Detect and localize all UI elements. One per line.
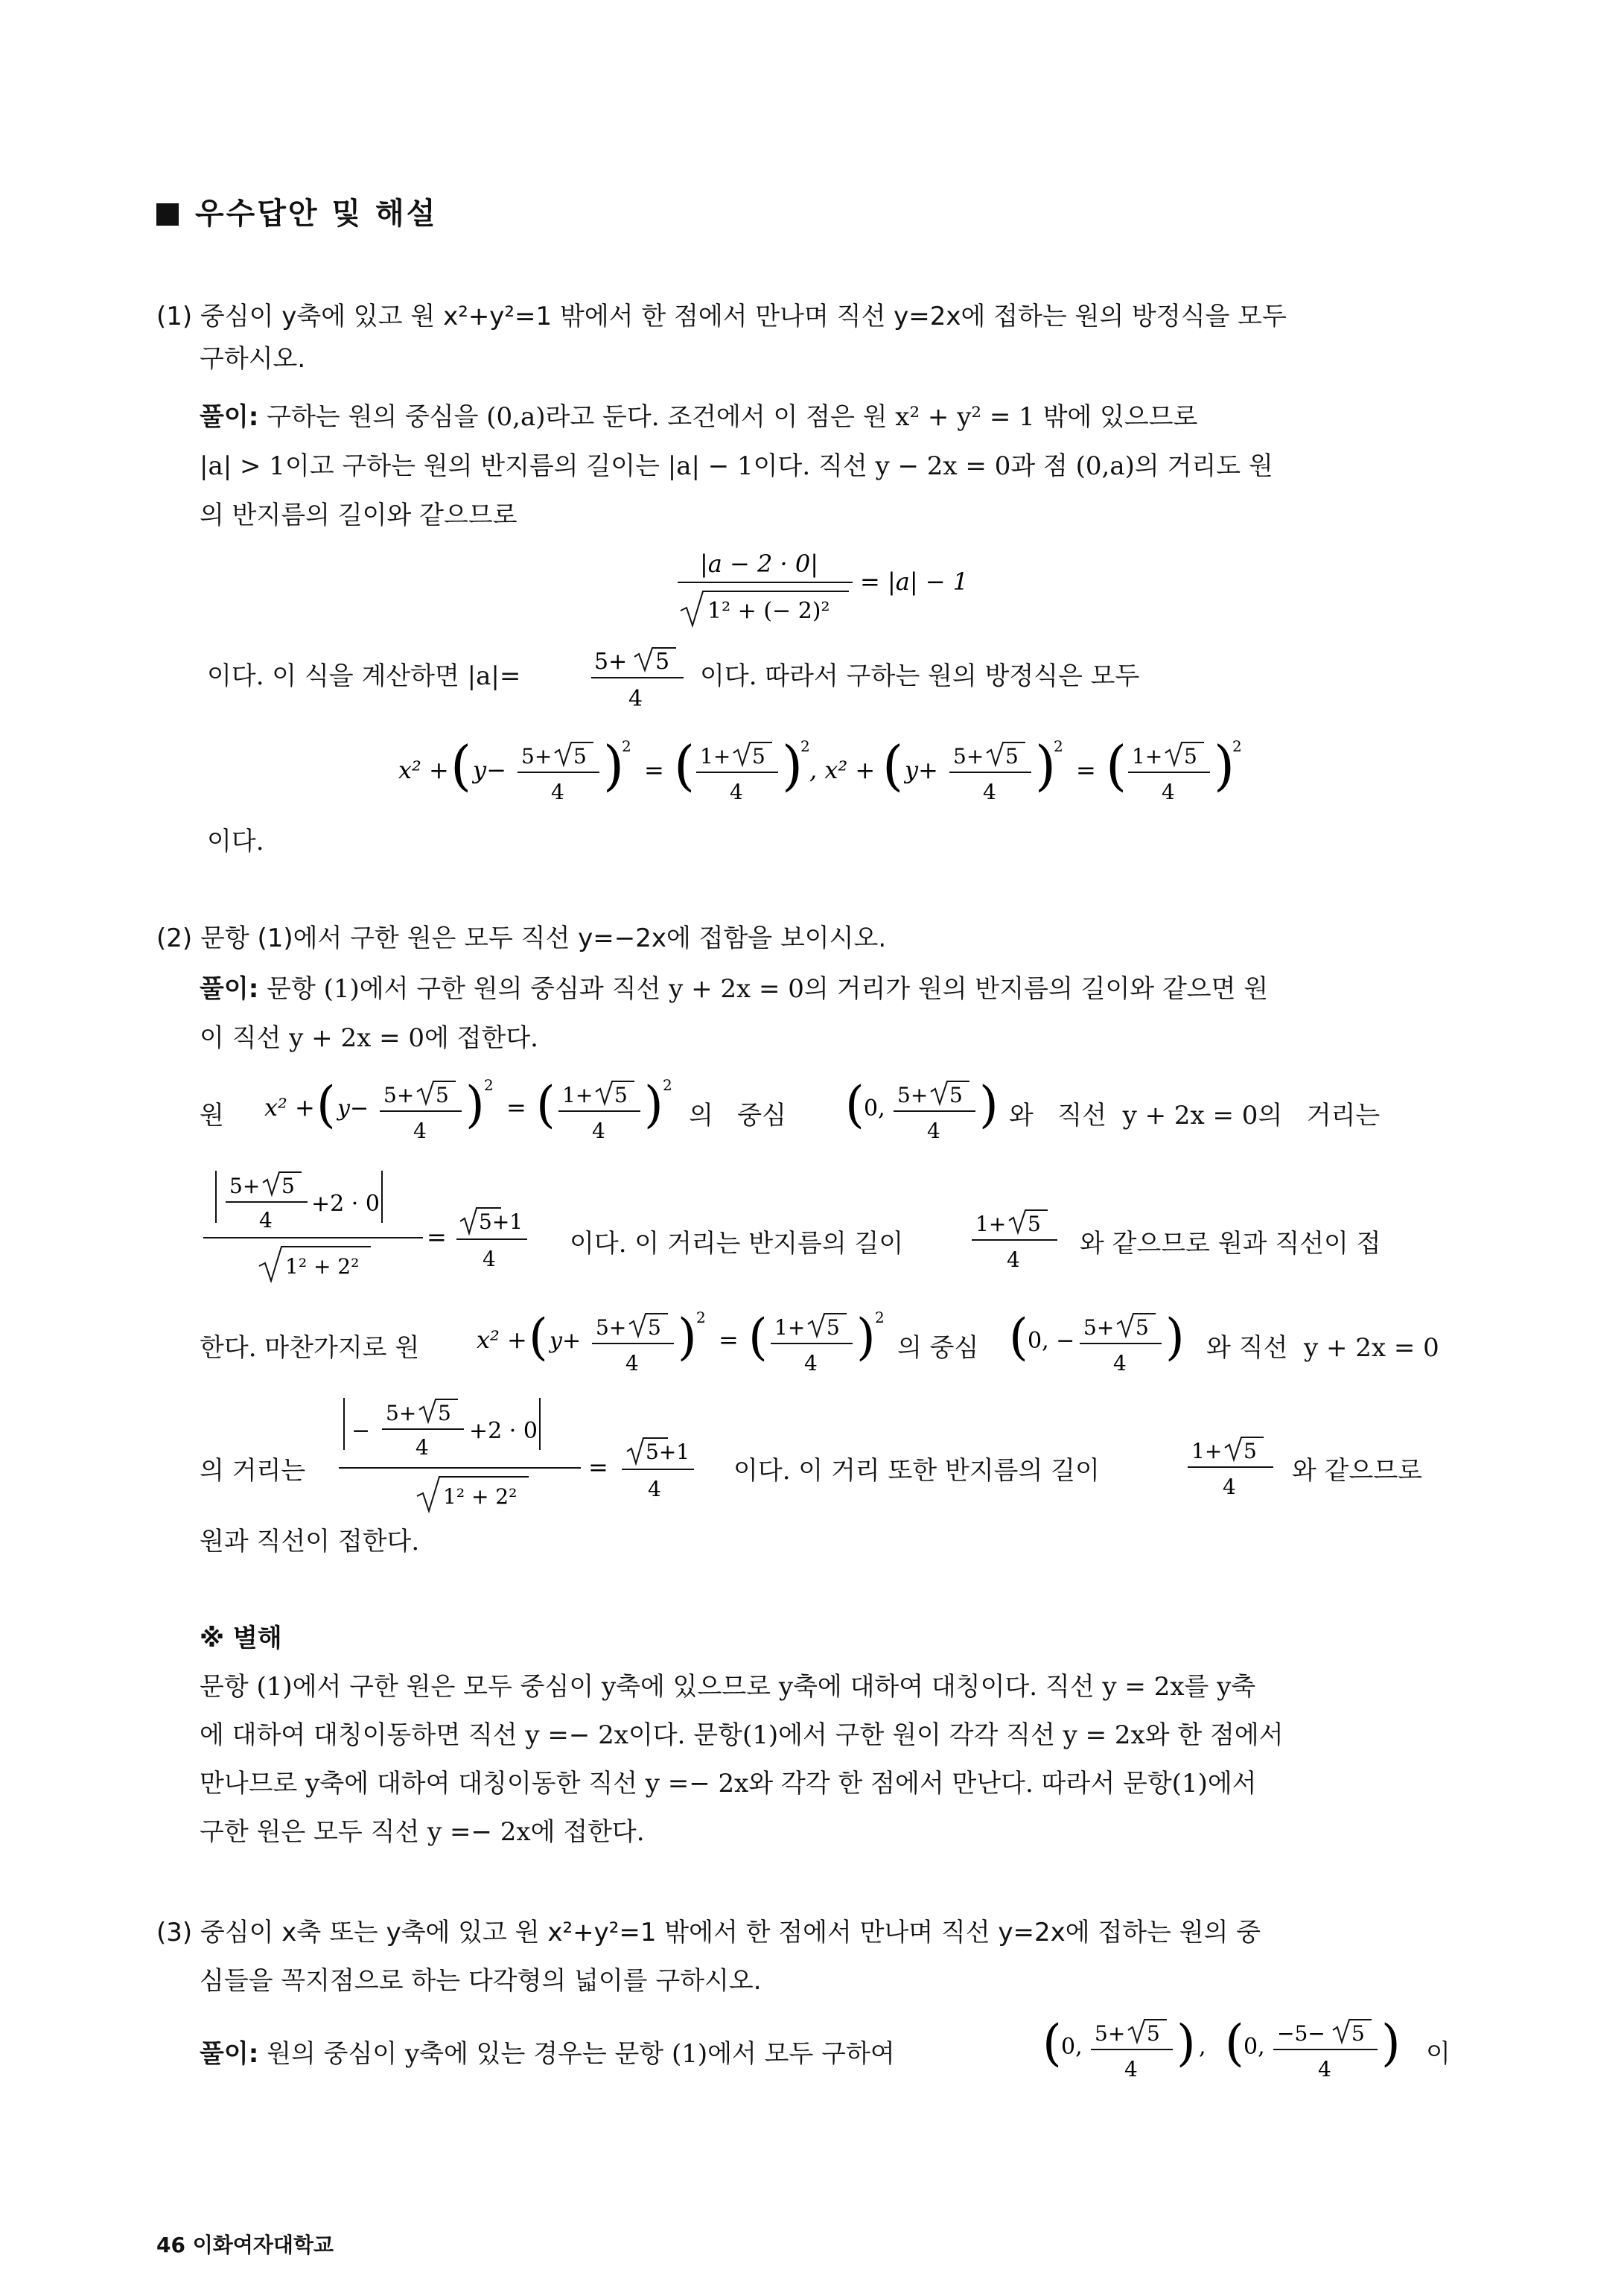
svg-text:5: 5: [1184, 744, 1197, 769]
page-footer: 46 이화여자대학교: [156, 2233, 334, 2257]
svg-text:5: 5: [949, 1083, 963, 1107]
svg-text:5+1: 5+1: [479, 1209, 523, 1234]
q2-solution-line6b: 이다. 이 거리 또한 반지름의 길이: [733, 1456, 1100, 1486]
q2-solution-line2: 이 직선 y + 2x = 0에 접한다.: [200, 1023, 538, 1053]
svg-text:): ): [979, 1076, 999, 1133]
svg-text:5: 5: [648, 1315, 661, 1340]
svg-text:5+: 5+: [953, 744, 984, 769]
svg-text:+2 · 0: +2 · 0: [311, 1191, 380, 1217]
q1-a-value-fraction: [588, 640, 700, 715]
svg-text:5+: 5+: [596, 1315, 627, 1340]
q1-solution-line4a: 이다. 이 식을 계산하면 |a|=: [207, 661, 521, 691]
q2-solution-line3a: 원: [200, 1101, 224, 1130]
q2-circle-equation-1: [264, 1072, 689, 1154]
q1-solution-line3: 의 반지름의 길이와 같으므로: [200, 500, 518, 530]
svg-text:5: 5: [1136, 1315, 1149, 1340]
solution-label: 풀이:: [200, 974, 259, 1004]
svg-text:=: =: [506, 1093, 526, 1122]
svg-text:5: 5: [655, 649, 670, 675]
q2-solution-line5c: 와 직선 y + 2x = 0: [1206, 1333, 1439, 1363]
svg-text:(: (: [674, 734, 695, 797]
svg-text:y−: y−: [337, 1095, 369, 1122]
svg-text:4: 4: [730, 780, 743, 804]
svg-text:): ): [1214, 734, 1235, 797]
svg-text:4: 4: [628, 686, 643, 712]
q1-circle-equations: [398, 726, 1292, 823]
svg-text:5: 5: [1147, 2021, 1160, 2046]
svg-text:1+: 1+: [1191, 1439, 1223, 1463]
alternative-line2: 에 대하여 대칭이동하면 직선 y =− 2x이다. 문항(1)에서 구한 원이 각각 직선 y = 2x와 한 점에서: [200, 1720, 1284, 1750]
svg-text:): ): [1381, 2014, 1401, 2072]
svg-text:): ): [678, 1308, 697, 1366]
svg-text:2: 2: [663, 1076, 672, 1094]
svg-text:,: ,: [1199, 2034, 1206, 2060]
svg-text:): ): [1035, 734, 1057, 797]
q1-solution-line4b: 이다. 따라서 구하는 원의 방정식은 모두: [700, 661, 1140, 691]
svg-text:): ): [603, 734, 625, 797]
svg-text:=: =: [588, 1453, 608, 1481]
svg-text:5: 5: [1005, 744, 1019, 769]
svg-text:0, −: 0, −: [1028, 1328, 1075, 1354]
svg-text:1² + 2²: 1² + 2²: [443, 1484, 518, 1509]
svg-text:(: (: [1106, 734, 1127, 797]
svg-text:4: 4: [259, 1208, 273, 1233]
svg-text:0,: 0,: [1061, 2034, 1083, 2060]
svg-text:4: 4: [625, 1351, 639, 1376]
svg-text:5+: 5+: [521, 744, 553, 769]
svg-text:5+: 5+: [229, 1174, 261, 1198]
svg-text:−: −: [351, 1418, 371, 1444]
svg-text:1² + (− 2)²: 1² + (− 2)²: [707, 598, 830, 624]
svg-text:(: (: [845, 1076, 864, 1133]
svg-text:5: 5: [281, 1174, 295, 1198]
alternative-line4: 구한 원은 모두 직선 y =− 2x에 접한다.: [200, 1817, 645, 1847]
svg-text:4: 4: [592, 1119, 605, 1143]
q2-radius-fraction-1: [968, 1195, 1080, 1277]
svg-text:5+: 5+: [386, 1401, 417, 1425]
svg-text:2: 2: [800, 737, 810, 755]
q3-center-points: [1042, 2011, 1430, 2093]
svg-text:): ): [782, 734, 803, 797]
svg-text:=: =: [427, 1223, 447, 1251]
q2-radius-fraction-2: [1184, 1422, 1296, 1504]
q2-distance-equation-1: [200, 1162, 572, 1288]
q2-solution-line3b: 의 중심: [689, 1101, 786, 1130]
svg-text:1+: 1+: [774, 1315, 806, 1340]
svg-text:y+: y+: [905, 756, 938, 784]
section-heading: 우수답안 및 해설: [156, 190, 437, 232]
svg-text:5+: 5+: [594, 649, 628, 675]
svg-text:): ): [644, 1076, 663, 1133]
svg-text:5: 5: [614, 1083, 628, 1107]
svg-text:5: 5: [573, 744, 587, 769]
q3-line2: 심들을 꼭지점으로 하는 다각형의 넓이를 구하시오.: [200, 1966, 762, 1996]
svg-text:2: 2: [1232, 737, 1242, 755]
svg-text:4: 4: [1124, 2057, 1138, 2082]
svg-text:4: 4: [983, 780, 996, 804]
q2-center-point-1: [845, 1072, 1013, 1154]
q2-center-point-2: [1009, 1303, 1210, 1385]
q1-solution-line5: 이다.: [207, 827, 264, 856]
q2-solution-line3c: 와 직선 y + 2x = 0의 거리는: [1009, 1101, 1381, 1130]
svg-text:5+: 5+: [897, 1083, 929, 1107]
svg-text:(: (: [1009, 1308, 1028, 1366]
svg-text:x² +: x² +: [398, 756, 449, 784]
svg-text:5+1: 5+1: [646, 1440, 690, 1464]
svg-text:5: 5: [436, 1083, 449, 1107]
svg-text:(: (: [1042, 2014, 1062, 2072]
q1-distance-equation: [670, 544, 983, 633]
svg-text:5: 5: [752, 744, 765, 769]
alternative-line1: 문항 (1)에서 구한 원은 모두 중심이 y축에 있으므로 y축에 대하여 대칭이다. 직선 y = 2x를 y축: [200, 1672, 1256, 1702]
svg-text:x² +: x² +: [264, 1093, 315, 1122]
alternative-solution-label: ※ 별해: [200, 1624, 282, 1653]
svg-text:4: 4: [1007, 1247, 1020, 1272]
solution-label: 풀이:: [200, 402, 259, 432]
svg-text:1+: 1+: [562, 1083, 593, 1107]
svg-text:y−: y−: [473, 756, 506, 784]
svg-text:): ): [1176, 2014, 1196, 2072]
svg-text:5: 5: [438, 1401, 451, 1425]
svg-text:4: 4: [1113, 1351, 1127, 1376]
svg-text:5+: 5+: [1083, 1315, 1115, 1340]
svg-text:y+: y+: [550, 1328, 582, 1354]
svg-text:+2 · 0: +2 · 0: [469, 1418, 538, 1444]
svg-text:2: 2: [875, 1308, 885, 1326]
q2-line1: (2) 문항 (1)에서 구한 원은 모두 직선 y=−2x에 접함을 보이시오.: [156, 923, 887, 953]
svg-text:, x² +: , x² +: [809, 756, 876, 784]
svg-text:4: 4: [1223, 1475, 1236, 1499]
svg-text:4: 4: [415, 1435, 429, 1460]
svg-text:1+: 1+: [700, 744, 731, 769]
svg-text:=: =: [1076, 756, 1096, 784]
svg-text:1+: 1+: [975, 1212, 1007, 1236]
svg-text:5+: 5+: [1095, 2021, 1126, 2046]
q2-solution-line6c: 와 같으므로: [1292, 1456, 1423, 1486]
q1-line1: (1) 중심이 y축에 있고 원 x²+y²=1 밖에서 한 점에서 만나며 직선 y=2x에 접하는 원의 방정식을 모두: [156, 302, 1287, 331]
svg-text:): ): [856, 1308, 876, 1366]
svg-text:(: (: [1225, 2014, 1244, 2072]
q2-solution-line5b: 의 중심: [897, 1333, 979, 1363]
svg-text:0,: 0,: [1244, 2034, 1265, 2060]
svg-text:5: 5: [1351, 2021, 1365, 2046]
q1-solution-line1: 풀이: 구하는 원의 중심을 (0,a)라고 둔다. 조건에서 이 점은 원 x² + y² = 1 밖에 있으므로: [200, 402, 1198, 432]
q3-solution-line1a: 풀이: 원의 중심이 y축에 있는 경우는 문항 (1)에서 모두 구하여: [200, 2039, 895, 2069]
q3-solution-line1b: 이: [1426, 2039, 1451, 2069]
svg-text:1² + 2²: 1² + 2²: [285, 1254, 360, 1279]
q1-solution-line2: |a| > 1이고 구하는 원의 반지름의 길이는 |a| − 1이다. 직선 y − 2x = 0과 점 (0,a)의 거리도 원: [200, 451, 1273, 481]
solution-label: 풀이:: [200, 2039, 259, 2069]
q2-solution-line4b: 와 같으므로 원과 직선이 접: [1080, 1229, 1381, 1259]
svg-text:): ): [1165, 1308, 1185, 1366]
svg-text:2: 2: [484, 1076, 494, 1094]
svg-text:5: 5: [827, 1315, 840, 1340]
svg-text:5+: 5+: [383, 1083, 415, 1107]
svg-text:2: 2: [1054, 737, 1063, 755]
q2-circle-equation-2: [477, 1303, 901, 1385]
svg-text:1+: 1+: [1132, 744, 1163, 769]
svg-text:= |a| − 1: = |a| − 1: [860, 567, 969, 596]
svg-text:|a − 2 · 0|: |a − 2 · 0|: [700, 550, 819, 578]
svg-text:x² +: x² +: [477, 1326, 527, 1354]
svg-text:=: =: [719, 1326, 739, 1354]
svg-text:4: 4: [804, 1351, 818, 1376]
svg-text:(: (: [316, 1076, 336, 1133]
svg-text:4: 4: [1162, 780, 1175, 804]
svg-text:4: 4: [648, 1477, 661, 1501]
svg-text:(: (: [882, 734, 904, 797]
q3-line1: (3) 중심이 x축 또는 y축에 있고 원 x²+y²=1 밖에서 한 점에서 만나며 직선 y=2x에 접하는 원의 중: [156, 1918, 1261, 1947]
svg-text:4: 4: [413, 1119, 427, 1143]
svg-text:2: 2: [622, 737, 631, 755]
alternative-line3: 만나므로 y축에 대하여 대칭이동한 직선 y =− 2x와 각각 한 점에서 만난다. 따라서 문항(1)에서: [200, 1769, 1257, 1799]
q2-solution-line5a: 한다. 마찬가지로 원: [200, 1333, 420, 1363]
q2-solution-line4a: 이다. 이 거리는 반지름의 길이: [570, 1229, 904, 1259]
svg-text:−5−: −5−: [1277, 2021, 1325, 2046]
q2-solution-line1: 풀이: 문항 (1)에서 구한 원의 중심과 직선 y + 2x = 0의 거리가 원의 반지름의 길이와 같으면 원: [200, 974, 1269, 1004]
svg-text:4: 4: [551, 780, 564, 804]
svg-text:5: 5: [1028, 1212, 1041, 1236]
svg-text:(: (: [450, 734, 472, 797]
svg-text:4: 4: [927, 1119, 940, 1143]
svg-text:=: =: [644, 756, 664, 784]
q1-line2: 구하시오.: [200, 344, 306, 374]
svg-text:2: 2: [696, 1308, 706, 1326]
svg-text:(: (: [529, 1308, 548, 1366]
svg-text:(: (: [748, 1308, 768, 1366]
svg-text:0,: 0,: [864, 1095, 885, 1122]
svg-text:(: (: [536, 1076, 555, 1133]
svg-text:): ): [465, 1076, 485, 1133]
square-bullet-icon: [156, 203, 179, 226]
svg-text:4: 4: [483, 1247, 496, 1271]
q2-solution-line6a: 의 거리는: [200, 1456, 306, 1486]
q2-distance-equation-2: [335, 1389, 737, 1519]
svg-text:5: 5: [1244, 1439, 1257, 1463]
svg-text:4: 4: [1318, 2057, 1331, 2082]
q2-solution-line7: 원과 직선이 접한다.: [200, 1527, 420, 1556]
